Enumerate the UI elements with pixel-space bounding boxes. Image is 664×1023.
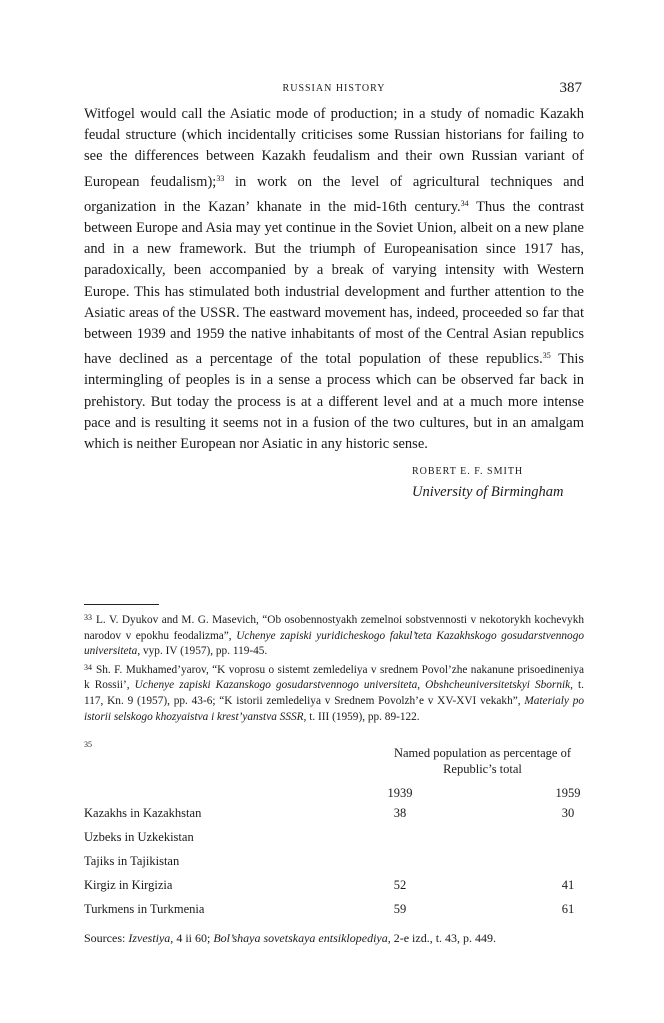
footnote-34 (84, 660, 584, 725)
table-sources (84, 931, 584, 946)
footnote-mark: 34 (84, 662, 92, 672)
sources-italic: Bol’shaya sovetskaya entsiklopediya, (213, 931, 391, 945)
footnote-divider (84, 604, 159, 605)
table-row (84, 902, 584, 920)
row-label: Turkmens in Turkmenia (84, 902, 205, 916)
table-row (84, 806, 584, 824)
sources-italic: Izvestiya, (128, 931, 174, 945)
footnote-mark: 33 (84, 613, 92, 622)
row-label: Uzbeks in Uzkekistan (84, 830, 194, 844)
page-number: 387 (559, 80, 582, 96)
footnote-text: t. 117, Kn. 9 (1957), pp. 43-6; “K istorii zemledeliya v Srednem Povolzh’e v XV-XVI vekakh”, (84, 679, 584, 707)
footnote-italic: Uchenye zapiski yuridicheskogo fakul’teta Kazakhskogo gosudarstvennogo universiteta, (84, 629, 585, 658)
footnote-text: t. III (1959), pp. 89-122. (309, 710, 420, 723)
author-name: ROBERT E. F. SMITH (412, 466, 524, 477)
sources-text: 4 ii 60; (176, 931, 211, 945)
body-text-b: in work on the level of agricultural techniques and organization in the Kazan’ khanate in the mid-16th century. (84, 173, 585, 215)
footnote-italic: Uchenye zapiski Kazanskogo gosudarstvennogo universiteta, Obshcheuniversitetskyi Sbornik, (134, 679, 573, 692)
body-paragraph (84, 104, 584, 455)
body-text-d: This intermingling of peoples is in a sense a process which can be observed far back in prehistory. But today the process is at a different level and at a much more intense pace and is resulting it seems not in a fusion of the two cultures, but in an amalgam which is neither European nor Asiatic in any historic sense. (84, 351, 584, 453)
table-row (84, 830, 584, 848)
value-1959: 61 (561, 902, 575, 916)
value-1939: 59 (393, 902, 407, 916)
running-title: RUSSIAN HISTORY (282, 83, 386, 94)
body-text-a: Witfogel would call the Asiatic mode of production; in a study of nomadic Kazakh feudal structure (which incidentally criticises some Russian historians for failing to see the differences between Kazakh feudalism and their own Russian variant of European feudalism); (84, 106, 584, 190)
footnote-33 (84, 610, 584, 660)
row-label: Kazakhs in Kazakhstan (84, 806, 202, 820)
footnote-text: L. V. Dyukov and M. G. Masevich, “Ob osobennostyakh zemelnoi sobstvennosti v nekotorykh kochevykh narodov v epokhu feodalizma”, (84, 614, 584, 642)
row-label: Tajiks in Tajikistan (84, 854, 180, 868)
sources-label: Sources: (84, 931, 126, 945)
value-1959: 41 (561, 878, 575, 892)
footnote-ref-33[interactable]: 33 (216, 173, 225, 183)
table-heading: Named population as percentage of Republic’s total (393, 746, 571, 776)
author-affiliation: University of Birmingham (412, 484, 564, 500)
footnote-ref-34[interactable]: 34 (460, 198, 469, 208)
running-header (84, 80, 584, 100)
author-signature (412, 462, 587, 502)
value-1939: 52 (393, 878, 407, 892)
footnote-text: Sh. F. Mukhamed’yarov, “K voprosu o sistemt zemledeliya v srednem Povol’zhe nakanune prisoedineniya k Rossii’, (84, 663, 584, 692)
value-1959: 30 (561, 806, 575, 820)
row-label: Kirgiz in Kirgizia (84, 878, 173, 892)
sources-text: 2-e izd., t. 43, p. 449. (393, 931, 497, 945)
value-1939: 38 (393, 806, 407, 820)
table-row (84, 854, 584, 872)
footnotes (84, 610, 584, 725)
footnote-text: vyp. IV (1957), pp. 119-45. (143, 645, 268, 658)
table-year-1939: 1939 (387, 786, 413, 800)
table-footnote-mark: 35 (84, 740, 92, 749)
table-row (84, 878, 584, 896)
table-year-1959: 1959 (555, 786, 581, 800)
footnote-ref-35[interactable]: 35 (542, 351, 551, 361)
body-text-c: Thus the contrast between Europe and Asia may yet continue in the Soviet Union, albeit on a new plane and in a new framework. But the triumph of Europeanisation since 1917 has, paradoxically, been accompanied by a break of varying intensity with Western Europe. This has stimulated both industrial development and further attention to the Asiatic areas of the USSR. The eastward movement has, indeed, proceeded so far that between 1939 and 1959 the native inhabitants of most of the Central Asian republics have declined as a percentage of the total population of these republics. (84, 198, 584, 368)
footnote-italic: Materialy po istorii selskogo khozyaistva i krest’yanstva SSSR, (84, 694, 584, 723)
